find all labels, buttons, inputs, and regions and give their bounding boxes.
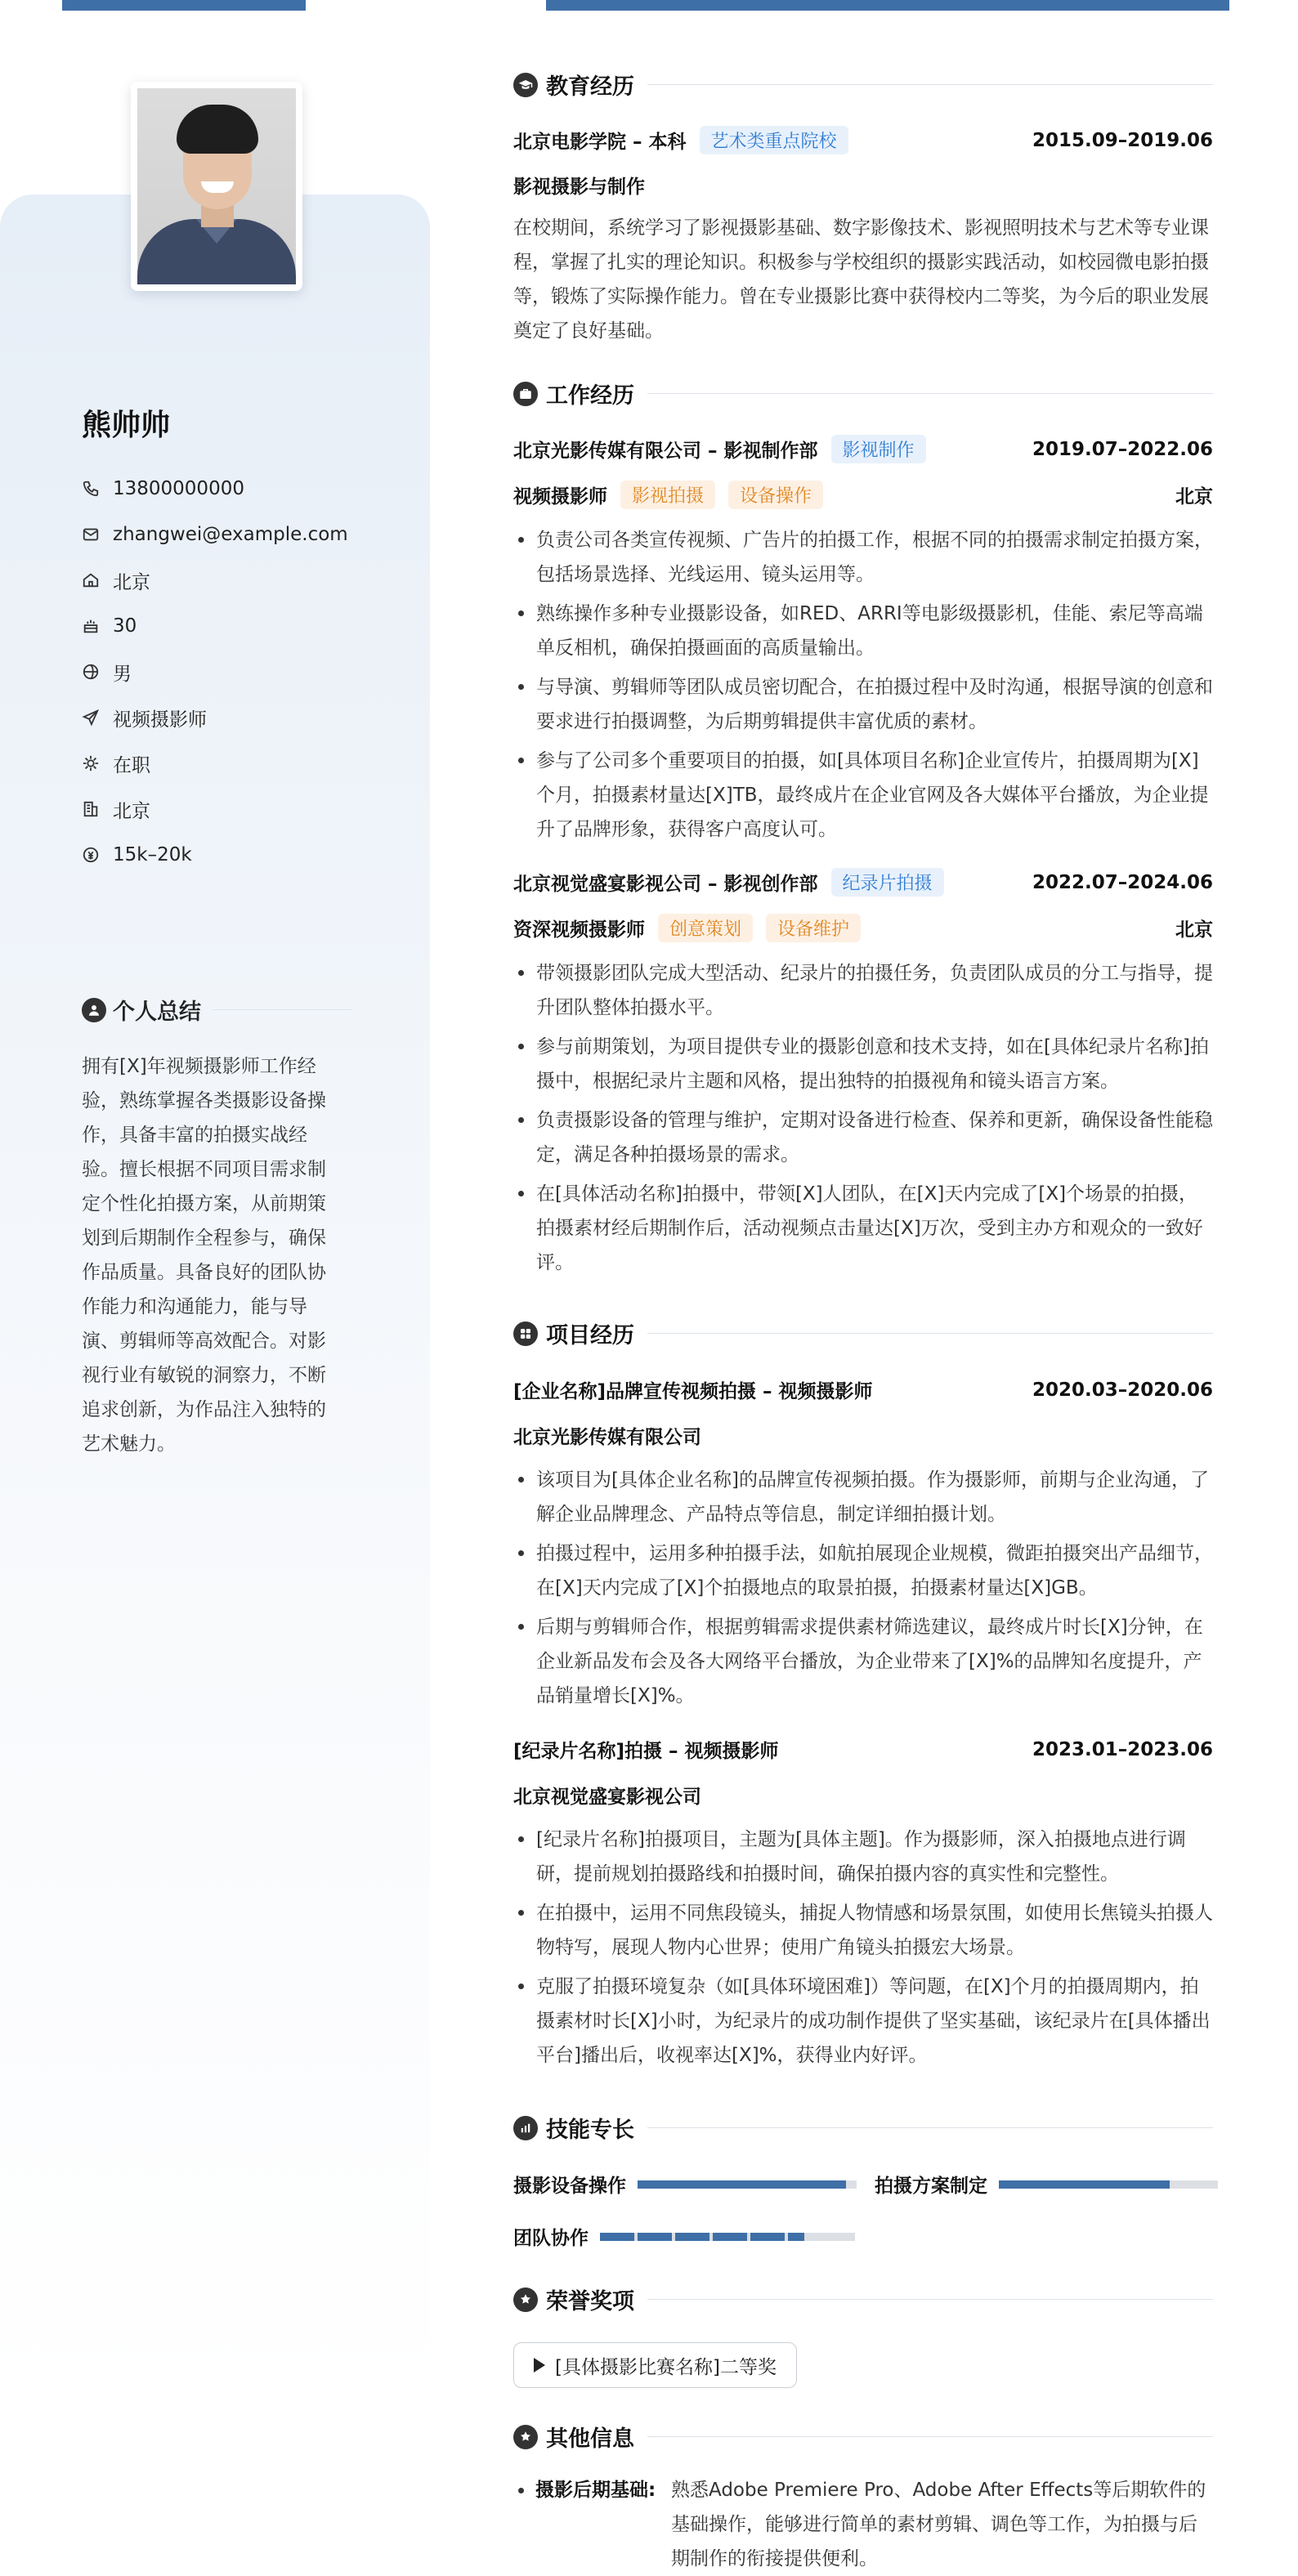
info-gender (82, 649, 348, 695)
skill-item (513, 2171, 857, 2198)
project-date: 2020.03–2020.06 (1032, 1379, 1213, 1401)
company-tag: 纪录片拍摄 (831, 868, 944, 897)
other-header (513, 2421, 1213, 2453)
projects-title: 项目经历 (546, 1323, 634, 1348)
mail-icon (82, 525, 100, 543)
position-text: 视频摄影师 (113, 709, 207, 731)
skills-header (513, 2112, 1213, 2144)
divider (647, 1333, 1213, 1334)
summary-header (82, 994, 351, 1026)
job-row (513, 868, 1213, 897)
skill-tag: 设备操作 (728, 481, 823, 509)
divider (647, 2127, 1213, 2128)
list-item: 与导演、剪辑师等团队成员密切配合，在拍摄过程中及时沟通，根据导演的创意和要求进行拍摄调整，为后期剪辑提供丰富优质的素材。 (513, 670, 1213, 739)
info-salary (82, 832, 348, 878)
list-item: 参与前期策划，为项目提供专业的摄影创意和技术支持，如在[具体纪录片名称]拍摄中，根据纪录片主题和风格，提出独特的拍摄视角和镜头语言方案。 (513, 1030, 1213, 1098)
job-duties (513, 956, 1213, 1285)
grid-icon (513, 1322, 538, 1346)
project-name: [纪录片名称]拍摄 – 视频摄影师 (513, 1741, 779, 1762)
project-row (513, 1736, 1213, 1763)
project-org: 北京光影传媒有限公司 (513, 1427, 701, 1448)
skill-bar (999, 2180, 1218, 2189)
list-item: 带领摄影团队完成大型活动、纪录片的拍摄任务，负责团队成员的分工与指导，提升团队整体拍摄水平。 (513, 956, 1213, 1025)
skill-bar (600, 2233, 855, 2241)
award-text: [具体摄影比赛名称]二等奖 (555, 2356, 777, 2378)
skills-title: 技能专长 (546, 2118, 634, 2143)
skill-item (875, 2171, 1218, 2198)
skill-tag: 创意策划 (658, 914, 753, 942)
candidate-name: 熊帅帅 (82, 409, 171, 442)
list-item: [纪录片名称]拍摄项目，主题为[具体主题]。作为摄影师，深入拍摄地点进行调研，提前规划拍摄路线和拍摄时间，确保拍摄内容的真实性和完整性。 (513, 1822, 1213, 1891)
work-header (513, 378, 1213, 409)
company-tag: 影视制作 (831, 435, 926, 463)
summary-text: 拥有[X]年视频摄影师工作经验，熟练掌握各类摄影设备操作，具备丰富的拍摄实战经验。擅长根据不同项目需求制定个性化拍摄方案，从前期策划到后期制作全程参与，确保作品质量。具备良好的团队协作能力和沟通能力，能与导演、剪辑师等高效配合。对影视行业有敏锐的洞察力，不断追求创新，为作品注入独特的艺术魅力。 (82, 1056, 326, 1455)
salary-text: 15k–20k (113, 844, 192, 865)
education-row (513, 126, 1213, 154)
list-item: 参与了公司多个重要项目的拍摄，如[具体项目名称]企业宣传片，拍摄周期为[X]个月，拍摄素材量达[X]TB，最终成片在企业官网及各大媒体平台播放，为企业提升了品牌形象，获得客户高度认可。 (513, 744, 1213, 847)
job-role-row (513, 481, 1213, 509)
job-date: 2019.07–2022.06 (1032, 438, 1213, 460)
skill-label: 拍摄方案制定 (875, 2176, 987, 2197)
bullet-dot (518, 2488, 524, 2493)
education-date: 2015.09–2019.06 (1032, 129, 1213, 151)
info-position (82, 695, 348, 740)
job-role: 视频摄影师 (513, 486, 607, 508)
graduation-cap-icon (513, 73, 538, 97)
company-name: 北京光影传媒有限公司 – 影视制作部 (513, 441, 818, 462)
location-text: 北京 (113, 571, 150, 593)
skill-tag: 设备维护 (766, 914, 861, 942)
project-date: 2023.01–2023.06 (1032, 1738, 1213, 1760)
education-title: 教育经历 (546, 74, 634, 100)
top-accent-bar-left (62, 0, 306, 11)
other-value: 熟悉Adobe Premiere Pro、Adobe After Effects等后期软件的基础操作，能够进行简单的素材剪辑、调色等工作，为拍摄与后期制作的衔接提供便利。 (671, 2480, 1206, 2569)
major-name: 影视摄影与制作 (513, 177, 645, 198)
list-item: 后期与剪辑师合作，根据剪辑需求提供素材筛选建议，最终成片时长[X]分钟，在企业新品发布会及各大网络平台播放，为企业带来了[X]%的品牌知名度提升，产品销量增长[X]%。 (513, 1610, 1213, 1713)
job-city: 北京 (1175, 486, 1213, 508)
gender-text: 男 (113, 663, 132, 685)
phone-text: 13800000000 (113, 478, 244, 499)
play-icon (534, 2358, 545, 2373)
job-date: 2022.07–2024.06 (1032, 871, 1213, 893)
info-icon (513, 2425, 538, 2449)
project-org-row (513, 1422, 1213, 1449)
skill-tag: 影视拍摄 (620, 481, 715, 509)
list-item: 克服了拍摄环境复杂（如[具体环境困难]）等问题，在[X]个月的拍摄周期内，拍摄素材时长[X]小时，为纪录片的成功制作提供了坚实基础，该纪录片在[具体播出平台]播出后，收视率达[X]%，获得业内好评。 (513, 1970, 1213, 2073)
skill-label: 摄影设备操作 (513, 2176, 626, 2197)
divider (647, 2299, 1213, 2300)
education-description: 在校期间，系统学习了影视摄影基础、数字影像技术、影视照明技术与艺术等专业课程，掌握了扎实的理论知识。积极参与学校组织的摄影实践活动，如校园微电影拍摄等，锻炼了实际操作能力。曾在专业摄影比赛中获得校内二等奖，为今后的职业发展奠定了良好基础。 (513, 217, 1209, 342)
contact-info-list (82, 466, 348, 878)
project-org: 北京视觉盛宴影视公司 (513, 1787, 701, 1808)
school-name: 北京电影学院 – 本科 (513, 132, 687, 153)
other-title: 其他信息 (546, 2426, 634, 2452)
list-item: 负责公司各类宣传视频、广告片的拍摄工作，根据不同的拍摄需求制定拍摄方案，包括场景选择、光线运用、镜头运用等。 (513, 523, 1213, 592)
divider (213, 1009, 351, 1010)
education-header (513, 69, 1213, 101)
age-text: 30 (113, 615, 137, 637)
skill-label: 团队协作 (513, 2228, 589, 2249)
other-key: 摄影后期基础: (535, 2480, 656, 2501)
job-role-row (513, 914, 1213, 942)
projects-header (513, 1317, 1213, 1349)
divider (647, 2436, 1213, 2437)
project-org-row (513, 1782, 1213, 1809)
major-row (513, 172, 1213, 199)
job-duties (513, 523, 1213, 852)
cake-icon (82, 617, 100, 635)
top-accent-bar-right (546, 0, 1229, 11)
home-icon (82, 571, 100, 589)
avatar-photo (137, 88, 296, 284)
status-text: 在职 (113, 754, 150, 776)
briefcase-icon (513, 382, 538, 406)
school-tag: 艺术类重点院校 (700, 126, 848, 154)
skill-item (513, 2223, 855, 2250)
award-icon (513, 2288, 538, 2312)
info-location (82, 557, 348, 603)
info-phone (82, 466, 348, 512)
info-status (82, 740, 348, 786)
job-role: 资深视频摄影师 (513, 919, 645, 941)
bar-chart-icon (513, 2116, 538, 2140)
info-age (82, 603, 348, 649)
awards-header (513, 2283, 1213, 2315)
skill-bar-fill (600, 2233, 804, 2241)
project-name: [企业名称]品牌宣传视频拍摄 – 视频摄影师 (513, 1381, 873, 1402)
building-icon (82, 800, 100, 818)
info-email (82, 512, 348, 557)
skill-bar (638, 2180, 857, 2189)
list-item: 负责摄影设备的管理与维护，定期对设备进行检查、保养和更新，确保设备性能稳定，满足各种拍摄场景的需求。 (513, 1103, 1213, 1172)
phone-icon (82, 480, 100, 498)
list-item: 在[具体活动名称]拍摄中，带领[X]人团队，在[X]天内完成了[X]个场景的拍摄，拍摄素材经后期制作后，活动视频点击量达[X]万次，受到主办方和观众的一致好评。 (513, 1177, 1213, 1280)
gender-icon (82, 663, 100, 681)
project-details (513, 1822, 1213, 2077)
other-item (513, 2473, 1226, 2576)
work-title: 工作经历 (546, 383, 634, 409)
city-text: 北京 (113, 800, 150, 822)
list-item: 在拍摄中，运用不同焦段镜头，捕捉人物情感和场景氛围，如使用长焦镜头拍摄人物特写，展现人物内心世界；使用广角镜头拍摄宏大场景。 (513, 1896, 1213, 1965)
coin-icon (82, 846, 100, 864)
list-item: 该项目为[具体企业名称]的品牌宣传视频拍摄。作为摄影师，前期与企业沟通，了解企业品牌理念、产品特点等信息，制定详细拍摄计划。 (513, 1463, 1213, 1532)
info-city (82, 786, 348, 832)
company-name: 北京视觉盛宴影视公司 – 影视创作部 (513, 874, 818, 895)
divider (647, 84, 1213, 85)
user-icon (82, 998, 106, 1022)
job-row (513, 435, 1213, 463)
avatar (131, 82, 302, 291)
award-item (513, 2342, 797, 2388)
project-row (513, 1376, 1213, 1403)
skill-bar-fill (638, 2180, 846, 2189)
divider (647, 393, 1213, 394)
email-text: zhangwei@example.com (113, 524, 348, 545)
status-icon (82, 754, 100, 772)
list-item: 拍摄过程中，运用多种拍摄手法，如航拍展现企业规模，微距拍摄突出产品细节，在[X]天内完成了[X]个拍摄地点的取景拍摄，拍摄素材量达[X]GB。 (513, 1536, 1213, 1605)
project-details (513, 1463, 1213, 1718)
skill-bar-fill (999, 2180, 1170, 2189)
job-city: 北京 (1175, 919, 1213, 941)
list-item: 熟练操作多种专业摄影设备，如RED、ARRI等电影级摄影机，佳能、索尼等高端单反相机，确保拍摄画面的高质量输出。 (513, 597, 1213, 665)
summary-title: 个人总结 (113, 1000, 201, 1025)
send-icon (82, 709, 100, 727)
awards-title: 荣誉奖项 (546, 2289, 634, 2314)
